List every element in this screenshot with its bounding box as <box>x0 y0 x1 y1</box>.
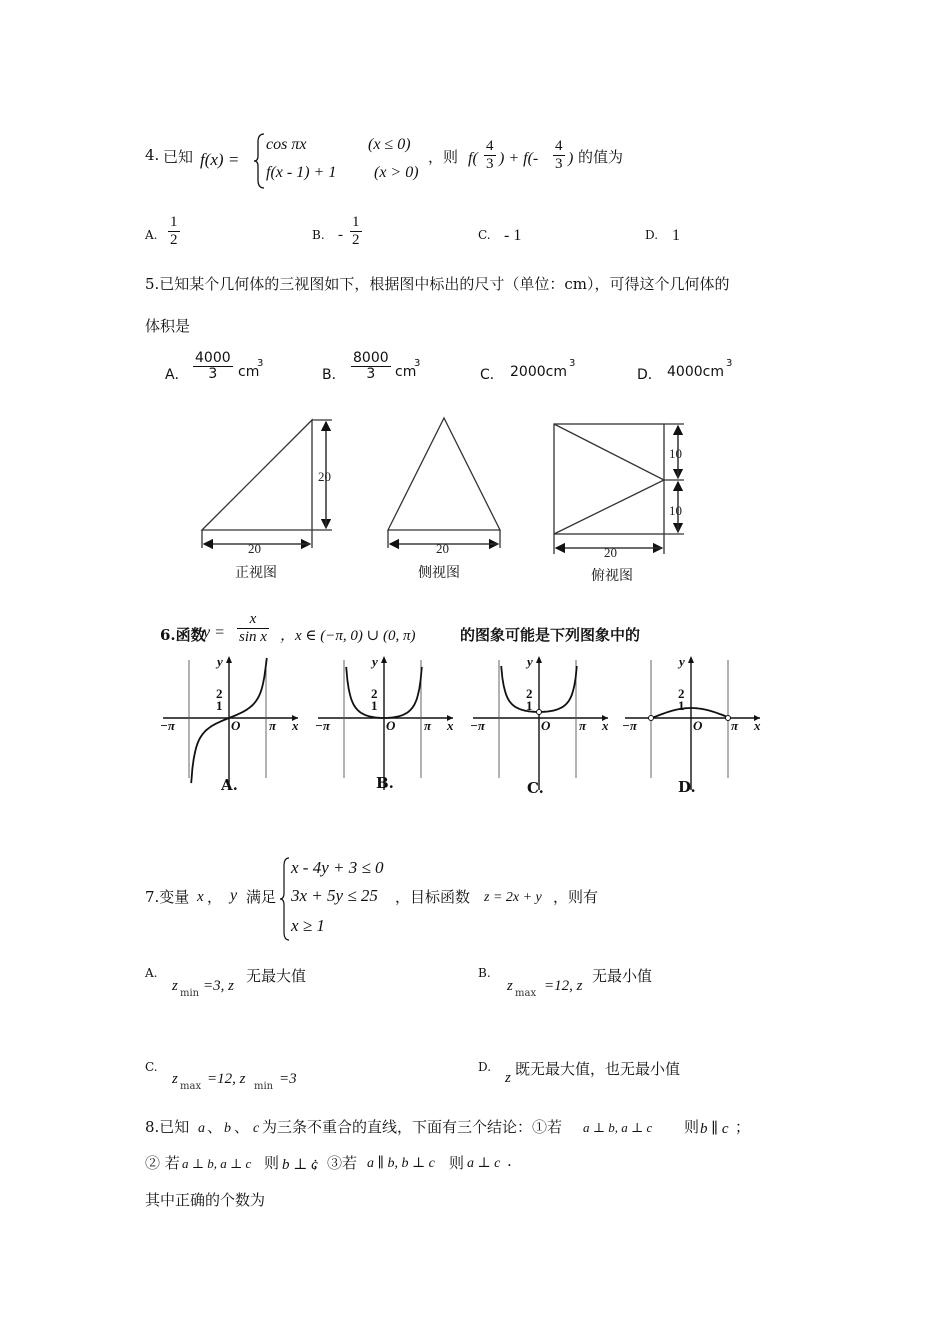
graph-c-two-label: 2 <box>526 686 533 701</box>
q4-option-b-label[interactable]: B. <box>312 228 325 242</box>
graph-b-pi-label: π <box>424 718 432 733</box>
q4-option-a-label[interactable]: A. <box>145 228 158 242</box>
top-width-label: 20 <box>604 545 617 560</box>
q4-lead: 已知 <box>163 148 194 166</box>
graph-d-neg-pi-label: −π <box>622 718 637 733</box>
q4-option-c-value: - 1 <box>504 227 522 244</box>
q7-option-c-expr: =12, z <box>207 1071 246 1087</box>
graph-c-y-arrow <box>536 656 542 663</box>
q7-objective: z = 2x + y <box>484 890 542 905</box>
q7-brace <box>279 856 291 942</box>
q7-option-c-z: z <box>172 1071 178 1087</box>
q7-comma: ， <box>207 888 223 906</box>
graph-a-x-label: x <box>292 718 299 733</box>
q7-option-b-label[interactable]: B. <box>478 966 491 980</box>
front-view-caption: 正视图 <box>235 565 277 581</box>
graph-d-one-label: 1 <box>678 698 685 713</box>
graph-c-y-label: y <box>527 654 533 669</box>
q7-option-c-sub: max <box>180 1081 202 1092</box>
q7-ineq2: 3x + 5y ≤ 25 <box>291 886 378 905</box>
q7-y: y <box>230 887 238 904</box>
q4-mid: ，则 <box>428 148 459 166</box>
q8-cond3: a ∥ b, b ⊥ c <box>367 1156 435 1171</box>
q5-option-a-frac: $\frac{4000}{3}$ <box>195 350 231 383</box>
q8-line3: 其中正确的个数为 <box>145 1191 266 1209</box>
q5-option-a-label[interactable]: A． <box>165 367 189 383</box>
graph-c-label[interactable]: C. <box>527 779 544 797</box>
q8-then2: 则 <box>264 1154 280 1172</box>
graph-c-pi-label: π <box>579 718 587 733</box>
q6-tail: 的图象可能是下列图象中的 <box>460 626 641 644</box>
q8-cond2: a ⊥ b, a ⊥ c <box>182 1156 252 1171</box>
graph-b-one-label: 1 <box>371 698 378 713</box>
q8-line2-lead: ② 若 <box>145 1154 180 1172</box>
q7-option-c-label[interactable]: C. <box>145 1060 158 1074</box>
q7-lead: 7.变量 <box>145 888 190 906</box>
side-view <box>388 418 500 548</box>
q8-a: a <box>198 1121 205 1136</box>
q4-number: 4. <box>145 146 160 164</box>
q4-brace <box>252 132 266 190</box>
q7-option-d-label[interactable]: D. <box>478 1060 492 1074</box>
q7-obj-lead: ，目标函数 <box>395 888 471 906</box>
q8-result1: b ∥ c <box>700 1121 729 1137</box>
q7-obj-tail: ，则有 <box>553 888 599 906</box>
graph-b-x-label: x <box>447 718 454 733</box>
q4-tail: 的值为 <box>578 148 624 166</box>
graph-d-y-arrow <box>688 656 694 663</box>
q8-result3: a ⊥ c <box>467 1156 501 1171</box>
q4-option-b-frac: $\frac{1}{2}$ <box>352 214 360 248</box>
graph-c-origin-label: O <box>541 718 551 733</box>
q4-option-d-value: 1 <box>672 227 680 244</box>
q4-f-pos: f( <box>468 150 478 167</box>
q4-close: ) <box>568 150 574 167</box>
three-view-drawing <box>190 408 690 588</box>
q6-y-eq: y = <box>203 624 225 641</box>
q7-option-b-z: z <box>507 978 513 994</box>
graph-a-origin-label: O <box>231 718 241 733</box>
graph-a-label[interactable]: A. <box>221 776 238 794</box>
q8-sep1: 、 <box>207 1118 223 1136</box>
q5-option-a-exp: 3 <box>257 358 264 369</box>
q5-option-b-frac: $\frac{8000}{3}$ <box>353 350 389 383</box>
q5-line1: 5.已知某个几何体的三视图如下，根据图中标出的尺寸（单位：cm），可得这个几何体的 <box>145 275 730 293</box>
top-view-caption: 俯视图 <box>591 568 633 584</box>
graph-a-y-label: y <box>217 654 223 669</box>
q7-ineq1: x - 4y + 3 ≤ 0 <box>291 858 384 877</box>
top-lower-label: 10 <box>669 503 682 518</box>
q4-option-c-label[interactable]: C. <box>478 228 491 242</box>
q7-x: x <box>197 889 204 905</box>
q4-option-a-frac: $\frac{1}{2}$ <box>170 214 178 248</box>
q5-option-d-exp: 3 <box>726 358 733 369</box>
q5-option-c-label[interactable]: C． <box>480 367 504 383</box>
q6-lead: 6.函数 <box>160 626 206 644</box>
q8-b: b <box>224 1121 231 1136</box>
graph-b-y-arrow <box>381 656 387 663</box>
graph-c-neg-pi-label: −π <box>470 718 485 733</box>
graph-b-two-label: 2 <box>371 686 378 701</box>
graph-b-origin-label: O <box>386 718 396 733</box>
q7-option-c-expr2: =3 <box>279 1071 297 1087</box>
q7-option-d-z: z <box>505 1070 511 1086</box>
graph-a-one-label: 1 <box>216 698 223 713</box>
q4-option-d-label[interactable]: D. <box>645 228 659 242</box>
q4-case2-expr: f(x - 1) + 1 <box>266 164 337 181</box>
q7-option-c-sub2: min <box>254 1081 274 1092</box>
q4-case1-cond: (x ≤ 0) <box>368 136 411 153</box>
q8-then1: 则 <box>684 1118 700 1136</box>
q5-option-b-unit: cm <box>395 364 417 380</box>
q5-option-a-unit: cm <box>238 364 260 380</box>
side-view-caption: 侧视图 <box>418 565 460 581</box>
q6-graphs-group <box>160 654 761 790</box>
q7-option-a-sub: min <box>180 988 200 999</box>
q5-option-c-value: 2000cm <box>510 364 567 380</box>
q4-frac-neg: $\frac{4}{3}$ <box>555 138 563 172</box>
graph-b-y-label: y <box>372 654 378 669</box>
q4-case1-expr: cos πx <box>266 136 307 153</box>
front-height-label: 20 <box>318 469 331 484</box>
graph-c-one-label: 1 <box>526 698 533 713</box>
graph-a-neg-pi-label: −π <box>160 718 175 733</box>
q7-satisfy: 满足 <box>246 888 277 906</box>
q7-option-b-sub: max <box>515 988 537 999</box>
q7-ineq3: x ≥ 1 <box>291 916 325 935</box>
graph-a-y-arrow <box>226 656 232 663</box>
q8-c: c <box>253 1121 260 1136</box>
q4-fx: f(x) = <box>200 150 240 169</box>
graph-d-open-point-left <box>649 716 654 721</box>
graph-b-neg-pi-label: −π <box>315 718 330 733</box>
side-width-label: 20 <box>436 541 449 556</box>
graph-a-two-label: 2 <box>216 686 223 701</box>
q5-option-c-exp: 3 <box>569 358 576 369</box>
q4-frac-pos: $\frac{4}{3}$ <box>486 138 494 172</box>
graph-c-open-point <box>537 710 542 715</box>
q5-option-d-value: 4000cm <box>667 364 724 380</box>
q5-option-b-label[interactable]: B． <box>322 367 346 383</box>
graph-c-x-label: x <box>602 718 609 733</box>
q7-option-a-label[interactable]: A. <box>145 966 158 980</box>
q8-result2: b ⊥ c <box>282 1157 318 1173</box>
graph-d-two-label: 2 <box>678 686 685 701</box>
q7-option-a-text: 无最大值 <box>246 967 307 985</box>
q4-plus: ) + f(- <box>499 150 539 167</box>
q8-line1-lead: 8.已知 <box>145 1118 190 1136</box>
q8-line2-text: ；③若 <box>312 1154 358 1172</box>
q8-then3: 则 <box>449 1154 465 1172</box>
q8-cond1: a ⊥ b, a ⊥ c <box>583 1120 653 1135</box>
q5-line2: 体积是 <box>145 317 191 335</box>
q7-option-d-text: 既无最大值，也无最小值 <box>515 1060 681 1078</box>
q7-option-b-expr: =12, z <box>544 978 583 994</box>
q5-option-b-exp: 3 <box>414 358 421 369</box>
q4-case2-cond: (x > 0) <box>374 164 419 181</box>
graph-d-pi-label: π <box>731 718 739 733</box>
q8-sep2: 、 <box>234 1118 250 1136</box>
graph-d-y-label: y <box>679 654 685 669</box>
q6-domain: ，x ∈ (−π, 0) ∪ (0, π) <box>280 628 416 644</box>
graph-a-pi-label: π <box>269 718 277 733</box>
q6-frac: $\frac{x}{\text{sin x}}$ <box>239 611 267 645</box>
front-view <box>202 420 332 548</box>
q7-option-b-text: 无最小值 <box>592 967 653 985</box>
q8-semi1: ； <box>735 1118 751 1136</box>
q7-option-a-z: z <box>172 978 178 994</box>
front-width-label: 20 <box>248 541 261 556</box>
q8-line1-text: 为三条不重合的直线，下面有三个结论：①若 <box>262 1118 563 1136</box>
top-view <box>554 424 684 554</box>
graph-b-label[interactable]: B. <box>376 774 394 792</box>
graph-d-label[interactable]: D. <box>678 778 696 796</box>
graph-d-open-point-right <box>726 716 731 721</box>
q7-option-a-expr: =3, z <box>203 978 234 994</box>
q8-period: . <box>507 1152 512 1170</box>
q5-option-d-label[interactable]: D． <box>637 367 662 383</box>
top-upper-label: 10 <box>669 446 682 461</box>
graph-d-origin-label: O <box>693 718 703 733</box>
graph-d-x-label: x <box>754 718 761 733</box>
q4-option-b-sign: - <box>338 227 343 243</box>
